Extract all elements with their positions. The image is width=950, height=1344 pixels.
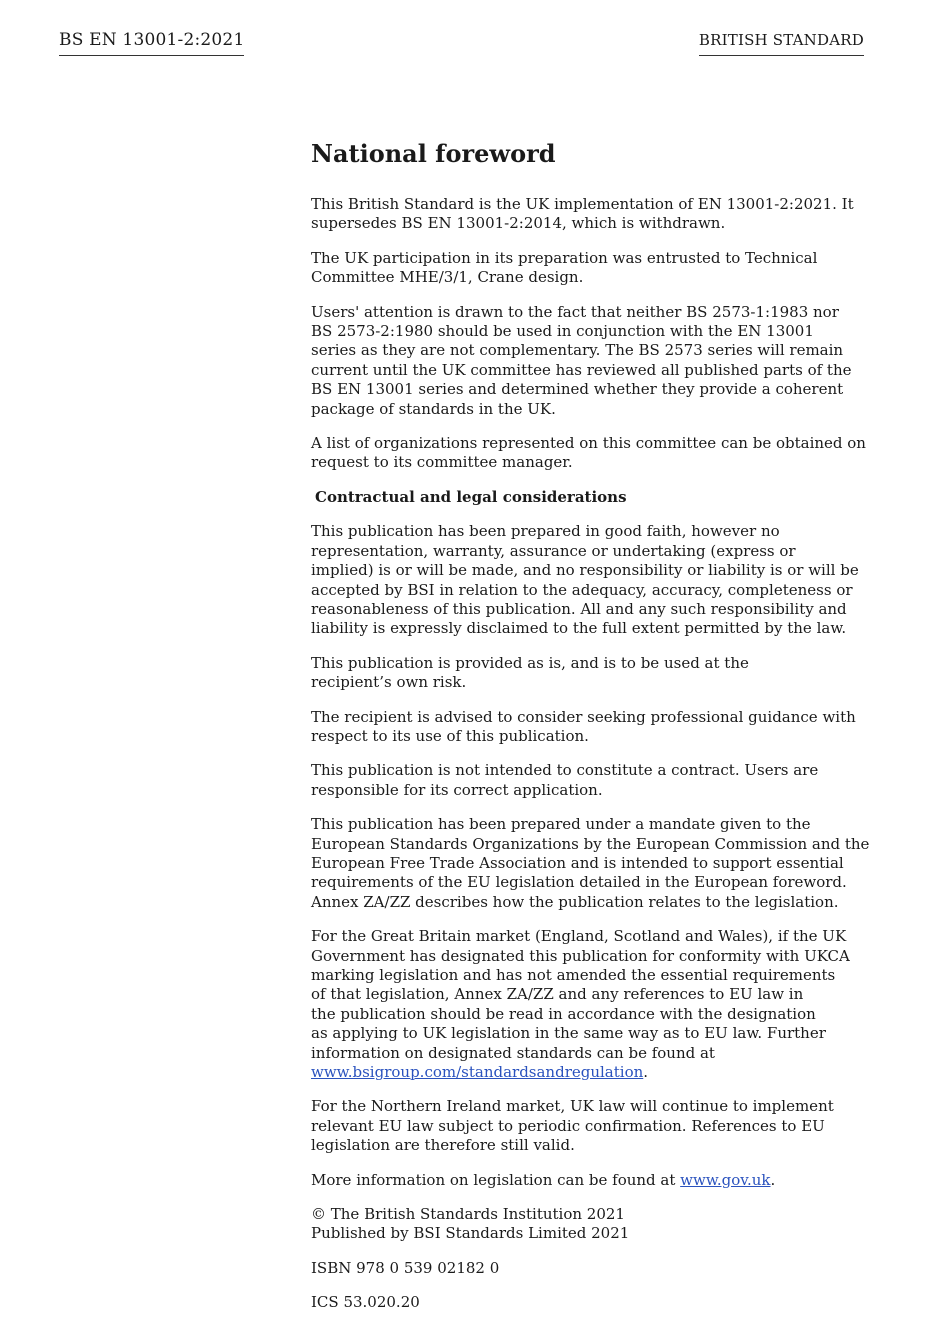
text-line: For the Northern Ireland market, UK law will continue to implement: [311, 1097, 834, 1116]
text-line: The UK participation in its preparation was entrusted to Technical: [311, 248, 818, 267]
good-faith-paragraph: [311, 522, 871, 638]
text-line: of that legislation, Annex ZA/ZZ and any references to EU law in: [311, 985, 804, 1004]
text-line: accepted by BSI in relation to the adequacy, accuracy, completeness or: [311, 580, 853, 599]
text-line: European Free Trade Association and is intended to support essential: [311, 853, 844, 872]
more-info-text: More information on legislation can be found at: [311, 1170, 681, 1189]
text-line: package of standards in the UK.: [311, 399, 556, 418]
text-line: request to its committee manager.: [311, 453, 573, 472]
great-britain-paragraph: [311, 927, 871, 1082]
document-number: BS EN 13001-2:2021: [59, 30, 244, 56]
text-line: A list of organizations represented on this committee can be obtained on: [311, 434, 866, 453]
text-line: Committee MHE/3/1, Crane design.: [311, 268, 584, 287]
text-line: relevant EU law subject to periodic confirmation. References to EU: [311, 1116, 825, 1135]
national-foreword-section: [311, 138, 871, 1328]
document-type-label: BRITISH STANDARD: [699, 31, 864, 56]
text-line: Annex ZA/ZZ describes how the publication relates to the legislation.: [311, 892, 839, 911]
text-line: European Standards Organizations by the European Commission and the: [311, 834, 870, 853]
text-line: For the Great Britain market (England, Scotland and Wales), if the UK: [311, 927, 847, 946]
text-line: This publication has been prepared in good faith, however no: [311, 522, 780, 541]
punctuation: .: [770, 1170, 776, 1189]
own-risk-paragraph: [311, 654, 871, 693]
text-line: This British Standard is the UK implementation of EN 13001-2:2021. It: [311, 195, 854, 213]
text-line: the publication should be read in accordance with the designation: [311, 1004, 816, 1023]
text-line: Users' attention is drawn to the fact that neither BS 2573-1:1983 nor: [311, 302, 839, 321]
organizations-paragraph: [311, 434, 871, 473]
text-line: BS EN 13001 series and determined whether they provide a coherent: [311, 380, 844, 399]
text-line: representation, warranty, assurance or undertaking (express or: [311, 541, 796, 560]
text-line: This publication is provided as is, and is to be used at the: [311, 653, 749, 672]
text-line: liability is expressly disclaimed to the full extent permitted by the law.: [311, 619, 847, 638]
text-line: recipient’s own risk.: [311, 673, 467, 692]
gov-uk-link[interactable]: www.gov.uk: [680, 1170, 771, 1189]
isbn: ISBN 978 0 539 02182 0: [311, 1258, 500, 1277]
copyright-paragraph: [311, 1205, 871, 1244]
contract-paragraph: [311, 761, 871, 800]
text-line: marking legislation and has not amended the essential requirements: [311, 966, 836, 984]
text-line: The recipient is advised to consider seeking professional guidance with: [311, 707, 856, 726]
link-line: [311, 1063, 871, 1082]
guidance-paragraph: [311, 708, 871, 747]
committee-paragraph: [311, 249, 871, 288]
punctuation: .: [643, 1063, 649, 1082]
ics-code: ICS 53.020.20: [311, 1293, 420, 1312]
publisher-line: Published by BSI Standards Limited 2021: [311, 1224, 630, 1243]
contractual-heading: Contractual and legal considerations: [315, 487, 627, 506]
copyright-line: © The British Standards Institution 2021: [311, 1205, 625, 1224]
text-line: supersedes BS EN 13001-2:2014, which is withdrawn.: [311, 214, 726, 233]
text-line: BS 2573-2:1980 should be used in conjunction with the EN 13001: [311, 322, 814, 341]
more-info-paragraph: [311, 1171, 871, 1190]
text-line: legislation are therefore still valid.: [311, 1136, 575, 1155]
text-line: series as they are not complementary. The BS 2573 series will remain: [311, 341, 844, 360]
mandate-paragraph: [311, 815, 871, 912]
text-line: information on designated standards can be found at: [311, 1043, 715, 1062]
text-line: as applying to UK legislation in the same way as to EU law. Further: [311, 1024, 826, 1043]
northern-ireland-paragraph: [311, 1097, 871, 1155]
implementation-paragraph: [311, 195, 871, 234]
text-line: current until the UK committee has reviewed all published parts of the: [311, 360, 852, 379]
text-line: reasonableness of this publication. All and any such responsibility and: [311, 599, 847, 618]
text-line: Government has designated this publication for conformity with UKCA: [311, 946, 850, 965]
text-line: respect to its use of this publication.: [311, 726, 589, 745]
text-line: implied) is or will be made, and no responsibility or liability is or will be: [311, 561, 859, 580]
text-line: requirements of the EU legislation detailed in the European foreword.: [311, 873, 847, 892]
text-line: This publication has been prepared under a mandate given to the: [311, 815, 811, 834]
attention-paragraph: [311, 303, 871, 419]
text-line: responsible for its correct application.: [311, 780, 603, 799]
bsigroup-link[interactable]: www.bsigroup.com/standardsandregulation: [311, 1063, 644, 1082]
page-title: National foreword: [311, 139, 556, 168]
text-line: This publication is not intended to constitute a contract. Users are: [311, 761, 819, 780]
